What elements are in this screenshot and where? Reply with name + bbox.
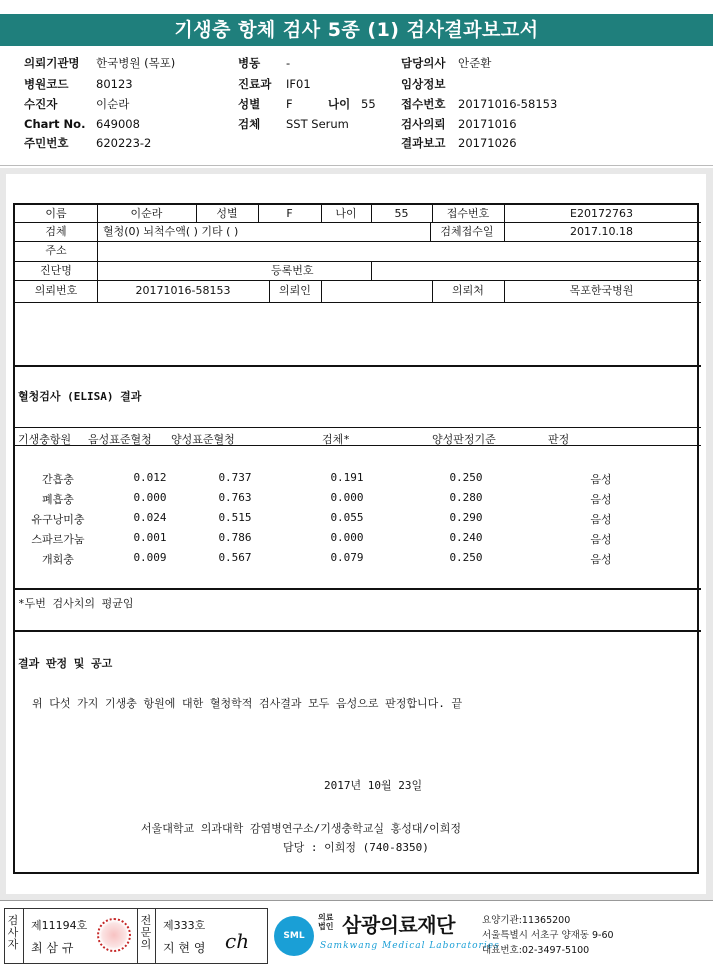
- result-negative: 0.024: [133, 511, 167, 524]
- reviewer-name: 지 현 영: [163, 941, 206, 955]
- header-value-department: IF01: [286, 77, 311, 91]
- label-receipt-no: 접수번호: [446, 207, 490, 220]
- header-value-report: 20171026: [458, 136, 517, 150]
- label-name: 이름: [45, 207, 67, 220]
- result-specimen: 0.000: [330, 531, 364, 544]
- result-antigen: 간흡충: [42, 473, 74, 486]
- header-label-request: 검사의뢰: [401, 117, 446, 131]
- th-negative-standard: 음성표준혈청: [88, 433, 152, 446]
- header-label-institution: 의뢰기관명: [24, 56, 80, 70]
- value-age: 55: [394, 207, 409, 220]
- result-negative: 0.012: [133, 471, 167, 484]
- label-registration-no: 등록번호: [271, 264, 314, 277]
- sml-logo-icon: SML: [274, 916, 314, 956]
- value-specimen-date: 2017.10.18: [570, 225, 633, 238]
- tester-license-no: 제11194호: [31, 919, 88, 932]
- lab-name-english: Samkwang Medical Laboratories: [320, 941, 500, 951]
- institution-code: 요양기관:11365200: [482, 915, 571, 926]
- th-judgement: 판정: [548, 433, 570, 446]
- label-requested-to: 의뢰처: [452, 284, 484, 297]
- value-specimen-type: 혈청(0) 뇌척수액( ) 기타 ( ): [103, 225, 239, 238]
- label-request-no: 의뢰번호: [34, 284, 78, 297]
- result-negative: 0.001: [133, 531, 167, 544]
- result-antigen: 유구낭미충: [31, 513, 85, 526]
- section-title-elisa: 혈청검사 (ELISA) 결과: [18, 390, 142, 403]
- result-cutoff: 0.250: [449, 551, 483, 564]
- result-specimen: 0.055: [330, 511, 364, 524]
- header-label-clinical-info: 임상정보: [401, 77, 446, 91]
- header-value-patient: 이순라: [96, 97, 130, 111]
- logo-prefix: 의료법인: [318, 913, 334, 931]
- result-cutoff: 0.290: [449, 511, 483, 524]
- result-negative: 0.009: [133, 551, 167, 564]
- th-cutoff: 양성판정기준: [432, 433, 496, 446]
- header-label-resident-no: 주민번호: [24, 136, 69, 150]
- result-antigen: 폐흡충: [42, 493, 74, 506]
- result-antigen: 개회충: [42, 553, 74, 566]
- header-label-chart-no: Chart No.: [24, 117, 86, 131]
- label-sex: 성별: [216, 207, 238, 220]
- label-requester: 의뢰인: [279, 284, 311, 297]
- header-label-hospital-code: 병원코드: [24, 77, 69, 91]
- result-cutoff: 0.240: [449, 531, 483, 544]
- result-judgement: 음성: [590, 513, 612, 526]
- result-specimen: 0.079: [330, 551, 364, 564]
- result-positive: 0.763: [218, 491, 252, 504]
- result-positive: 0.737: [218, 471, 252, 484]
- institution-phone: 대표번호:02-3497-5100: [482, 945, 590, 956]
- header-value-hospital-code: 80123: [96, 77, 133, 91]
- contact-line: 담당 : 이희정 (740-8350): [283, 841, 429, 854]
- signature-icon: ch: [225, 929, 250, 953]
- footnote: *두번 검사치의 평균임: [18, 597, 134, 610]
- official-seal-icon: [97, 918, 131, 952]
- header-label-sex: 성별: [238, 97, 261, 111]
- reviewer-license-no: 제333호: [163, 919, 206, 932]
- header-label-report: 결과보고: [401, 136, 446, 150]
- header-value-request: 20171016: [458, 117, 517, 131]
- lab-name: 삼광의료재단: [342, 913, 455, 937]
- header-label-doctor: 담당의사: [401, 56, 446, 70]
- result-positive: 0.567: [218, 551, 252, 564]
- label-diagnosis: 진단명: [40, 264, 72, 277]
- header-value-ward: -: [286, 56, 291, 70]
- header-label-specimen: 검체: [238, 117, 261, 131]
- result-document: [13, 203, 699, 874]
- value-sex: F: [286, 207, 293, 220]
- header-value-age: 55: [361, 97, 376, 111]
- reviewer-label: 전문의: [140, 914, 152, 951]
- footer-divider: [0, 900, 713, 901]
- header-value-receipt: 20171016-58153: [458, 97, 558, 111]
- result-judgement: 음성: [590, 533, 612, 546]
- header-value-resident-no: 620223-2: [96, 136, 152, 150]
- result-judgement: 음성: [590, 493, 612, 506]
- label-age: 나이: [335, 207, 357, 220]
- value-name: 이순라: [130, 207, 163, 220]
- header-value-specimen: SST Serum: [286, 117, 349, 131]
- conclusion-text: 위 다섯 가지 기생충 항원에 대한 혈청학적 검사결과 모두 음성으로 판정합니다. 끝: [32, 697, 463, 710]
- result-antigen: 스파르가눔: [31, 533, 85, 546]
- report-date: 2017년 10월 23일: [324, 779, 423, 792]
- result-judgement: 음성: [590, 473, 612, 486]
- signature-box: [4, 908, 268, 964]
- header-label-receipt: 접수번호: [401, 97, 446, 111]
- header-divider: [0, 165, 713, 166]
- tester-name: 최 삼 규: [31, 941, 74, 955]
- result-positive: 0.515: [218, 511, 252, 524]
- report-title: 기생충 항체 검사 5종 (1) 검사결과보고서: [0, 14, 713, 46]
- header-value-chart-no: 649008: [96, 117, 140, 131]
- th-antigen: 기생충항원: [18, 433, 72, 446]
- value-receipt-no: E20172763: [570, 207, 633, 220]
- conclusion-title: 결과 판정 및 공고: [18, 657, 113, 670]
- label-specimen: 검체: [45, 225, 67, 238]
- result-positive: 0.786: [218, 531, 252, 544]
- header-value-institution: 한국병원 (목포): [96, 56, 176, 70]
- header-value-sex: F: [286, 97, 293, 111]
- result-specimen: 0.191: [330, 471, 364, 484]
- result-specimen: 0.000: [330, 491, 364, 504]
- header-label-age: 나이: [328, 97, 351, 111]
- result-negative: 0.000: [133, 491, 167, 504]
- institution-line: 서울대학교 의과대학 감염병연구소/기생충학교실 홍성대/이희정: [141, 822, 462, 835]
- result-cutoff: 0.280: [449, 491, 483, 504]
- header-label-department: 진료과: [238, 77, 272, 91]
- label-specimen-date: 검체접수일: [440, 225, 494, 238]
- header-label-ward: 병동: [238, 56, 261, 70]
- th-specimen: 검체*: [322, 433, 350, 446]
- value-request-no: 20171016-58153: [135, 284, 231, 297]
- th-positive-standard: 양성표준혈청: [171, 433, 235, 446]
- label-address: 주소: [45, 244, 67, 257]
- header-label-patient: 수진자: [24, 97, 58, 111]
- result-judgement: 음성: [590, 553, 612, 566]
- value-requested-to: 목포한국병원: [569, 284, 634, 297]
- institution-address: 서울특별시 서초구 양재동 9-60: [482, 930, 614, 941]
- result-cutoff: 0.250: [449, 471, 483, 484]
- header-value-doctor: 안준환: [458, 56, 492, 70]
- tester-label: 검사자: [7, 914, 19, 951]
